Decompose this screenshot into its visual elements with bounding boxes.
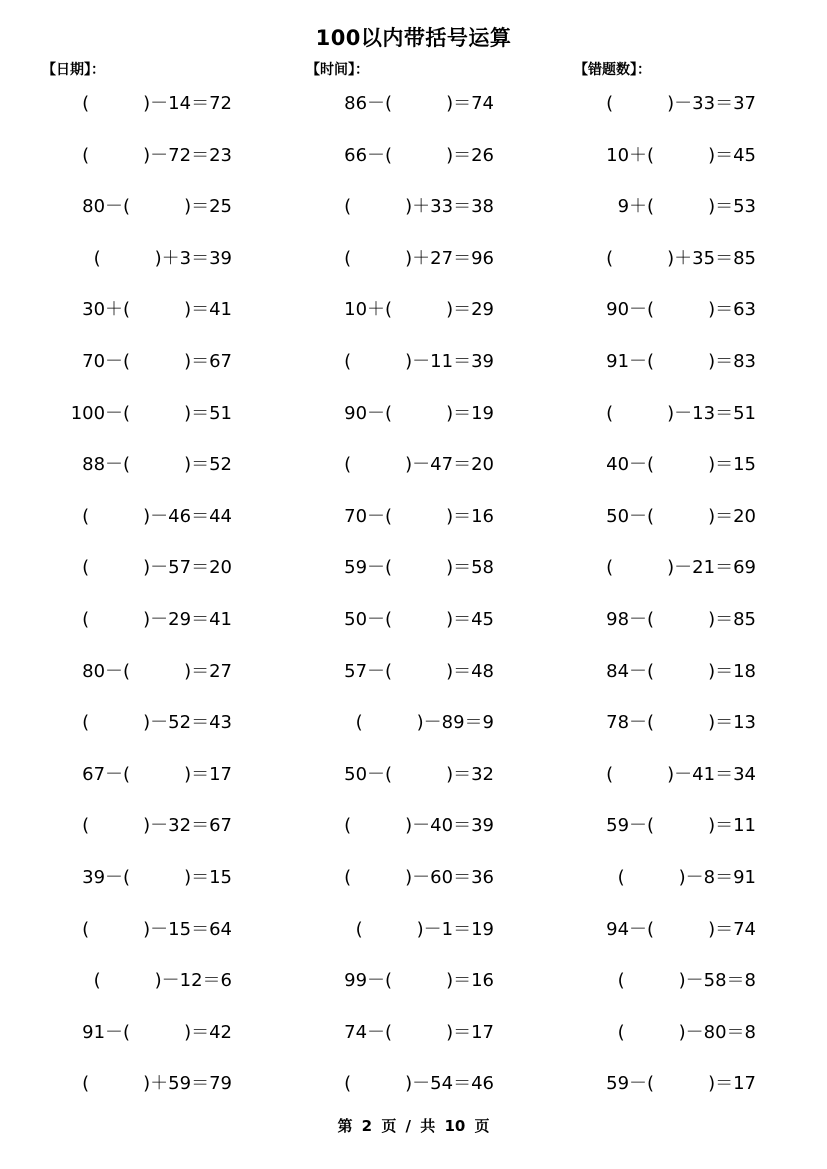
math-problem: 50－( )＝32 [344, 763, 494, 785]
math-problem: ( )－21＝69 [606, 557, 756, 579]
math-problem: 40－( )＝15 [606, 454, 756, 476]
math-problem: 66－( )＝26 [344, 144, 494, 166]
math-problem: ( )－72＝23 [82, 144, 232, 166]
math-problem: ( )－40＝39 [344, 815, 494, 837]
math-problem: 88－( )＝52 [82, 454, 232, 476]
math-problem: 78－( )＝13 [606, 712, 756, 734]
math-problem: 86－( )＝74 [344, 93, 494, 114]
problem-row [0, 445, 827, 497]
math-problem: 59－( )＝17 [606, 1073, 756, 1095]
date-label: 【日期】： [42, 62, 105, 78]
math-problem: 9＋( )＝53 [617, 196, 756, 218]
math-problem: 70－( )＝16 [344, 505, 494, 527]
math-problem: ( )＋33＝38 [344, 196, 494, 218]
math-problem: 30＋( )＝41 [82, 299, 232, 321]
problem-row [0, 290, 827, 342]
math-problem: ( )－33＝37 [606, 93, 756, 114]
problem-row [0, 806, 827, 858]
time-label: 【时间】： [306, 62, 369, 78]
math-problem: ( )－89＝9 [355, 712, 494, 734]
math-problem: 10＋( )＝45 [606, 144, 756, 166]
math-problem: ( )－11＝39 [344, 350, 494, 372]
problem-row [0, 910, 827, 962]
math-problem: 67－( )＝17 [82, 763, 232, 785]
math-problem: ( )－46＝44 [82, 505, 232, 527]
math-problem: 80－( )＝27 [82, 660, 232, 682]
math-problem: ( )－58＝8 [617, 970, 756, 992]
math-problem: ( )＋3＝39 [93, 247, 232, 269]
math-problem: 90－( )＝19 [344, 402, 494, 424]
math-problem: ( )－32＝67 [82, 815, 232, 837]
math-problem: 57－( )＝48 [344, 660, 494, 682]
math-problem: ( )－52＝43 [82, 712, 232, 734]
problem-row [0, 84, 827, 136]
math-problem: 91－( )＝83 [606, 350, 756, 372]
math-problem: ( )－29＝41 [82, 608, 232, 630]
math-problem: 98－( )＝85 [606, 608, 756, 630]
math-problem: ( )－12＝6 [93, 970, 232, 992]
math-problem: 80－( )＝25 [82, 196, 232, 218]
math-problem: ( )＋27＝96 [344, 247, 494, 269]
problem-row [0, 136, 827, 188]
problem-row [0, 187, 827, 239]
math-problem: 59－( )＝58 [344, 557, 494, 579]
math-problem: ( )－1＝19 [355, 918, 494, 940]
math-problem: ( )－13＝51 [606, 402, 756, 424]
math-problem: 50－( )＝20 [606, 505, 756, 527]
math-problem: ( )－14＝72 [82, 93, 232, 114]
math-problem: ( )－47＝20 [344, 454, 494, 476]
problem-row [0, 394, 827, 446]
math-problem: ( )－15＝64 [82, 918, 232, 940]
math-problem: 84－( )＝18 [606, 660, 756, 682]
problem-row [0, 239, 827, 291]
problem-row [0, 755, 827, 807]
math-problem: ( )－57＝20 [82, 557, 232, 579]
problem-row [0, 652, 827, 704]
math-problem: 74－( )＝17 [344, 1021, 494, 1043]
problem-row [0, 600, 827, 652]
problem-row [0, 1064, 827, 1116]
error-count-label: 【错题数】： [574, 62, 651, 78]
math-problem: ( )－41＝34 [606, 763, 756, 785]
math-problem: 10＋( )＝29 [344, 299, 494, 321]
problem-grid [0, 84, 827, 1116]
math-problem: 50－( )＝45 [344, 608, 494, 630]
problem-row [0, 703, 827, 755]
math-problem: ( )＋59＝79 [82, 1073, 232, 1095]
math-problem: ( )＋35＝85 [606, 247, 756, 269]
math-problem: 90－( )＝63 [606, 299, 756, 321]
page-number: 第 2 页 / 共 10 页 [337, 1117, 490, 1135]
math-problem: ( )－54＝46 [344, 1073, 494, 1095]
page-title: 100以内带括号运算 [315, 26, 512, 50]
math-problem: ( )－80＝8 [617, 1021, 756, 1043]
problem-row [0, 961, 827, 1013]
problem-row [0, 497, 827, 549]
math-problem: 91－( )＝42 [82, 1021, 232, 1043]
math-problem: ( )－60＝36 [344, 866, 494, 888]
math-problem: 94－( )＝74 [606, 918, 756, 940]
problem-row [0, 858, 827, 910]
math-problem: ( )－8＝91 [617, 866, 756, 888]
problem-row [0, 1013, 827, 1065]
math-problem: 70－( )＝67 [82, 350, 232, 372]
math-problem: 99－( )＝16 [344, 970, 494, 992]
math-problem: 39－( )＝15 [82, 866, 232, 888]
math-problem: 59－( )＝11 [606, 815, 756, 837]
problem-row [0, 342, 827, 394]
problem-row [0, 548, 827, 600]
math-problem: 100－( )＝51 [70, 402, 232, 424]
